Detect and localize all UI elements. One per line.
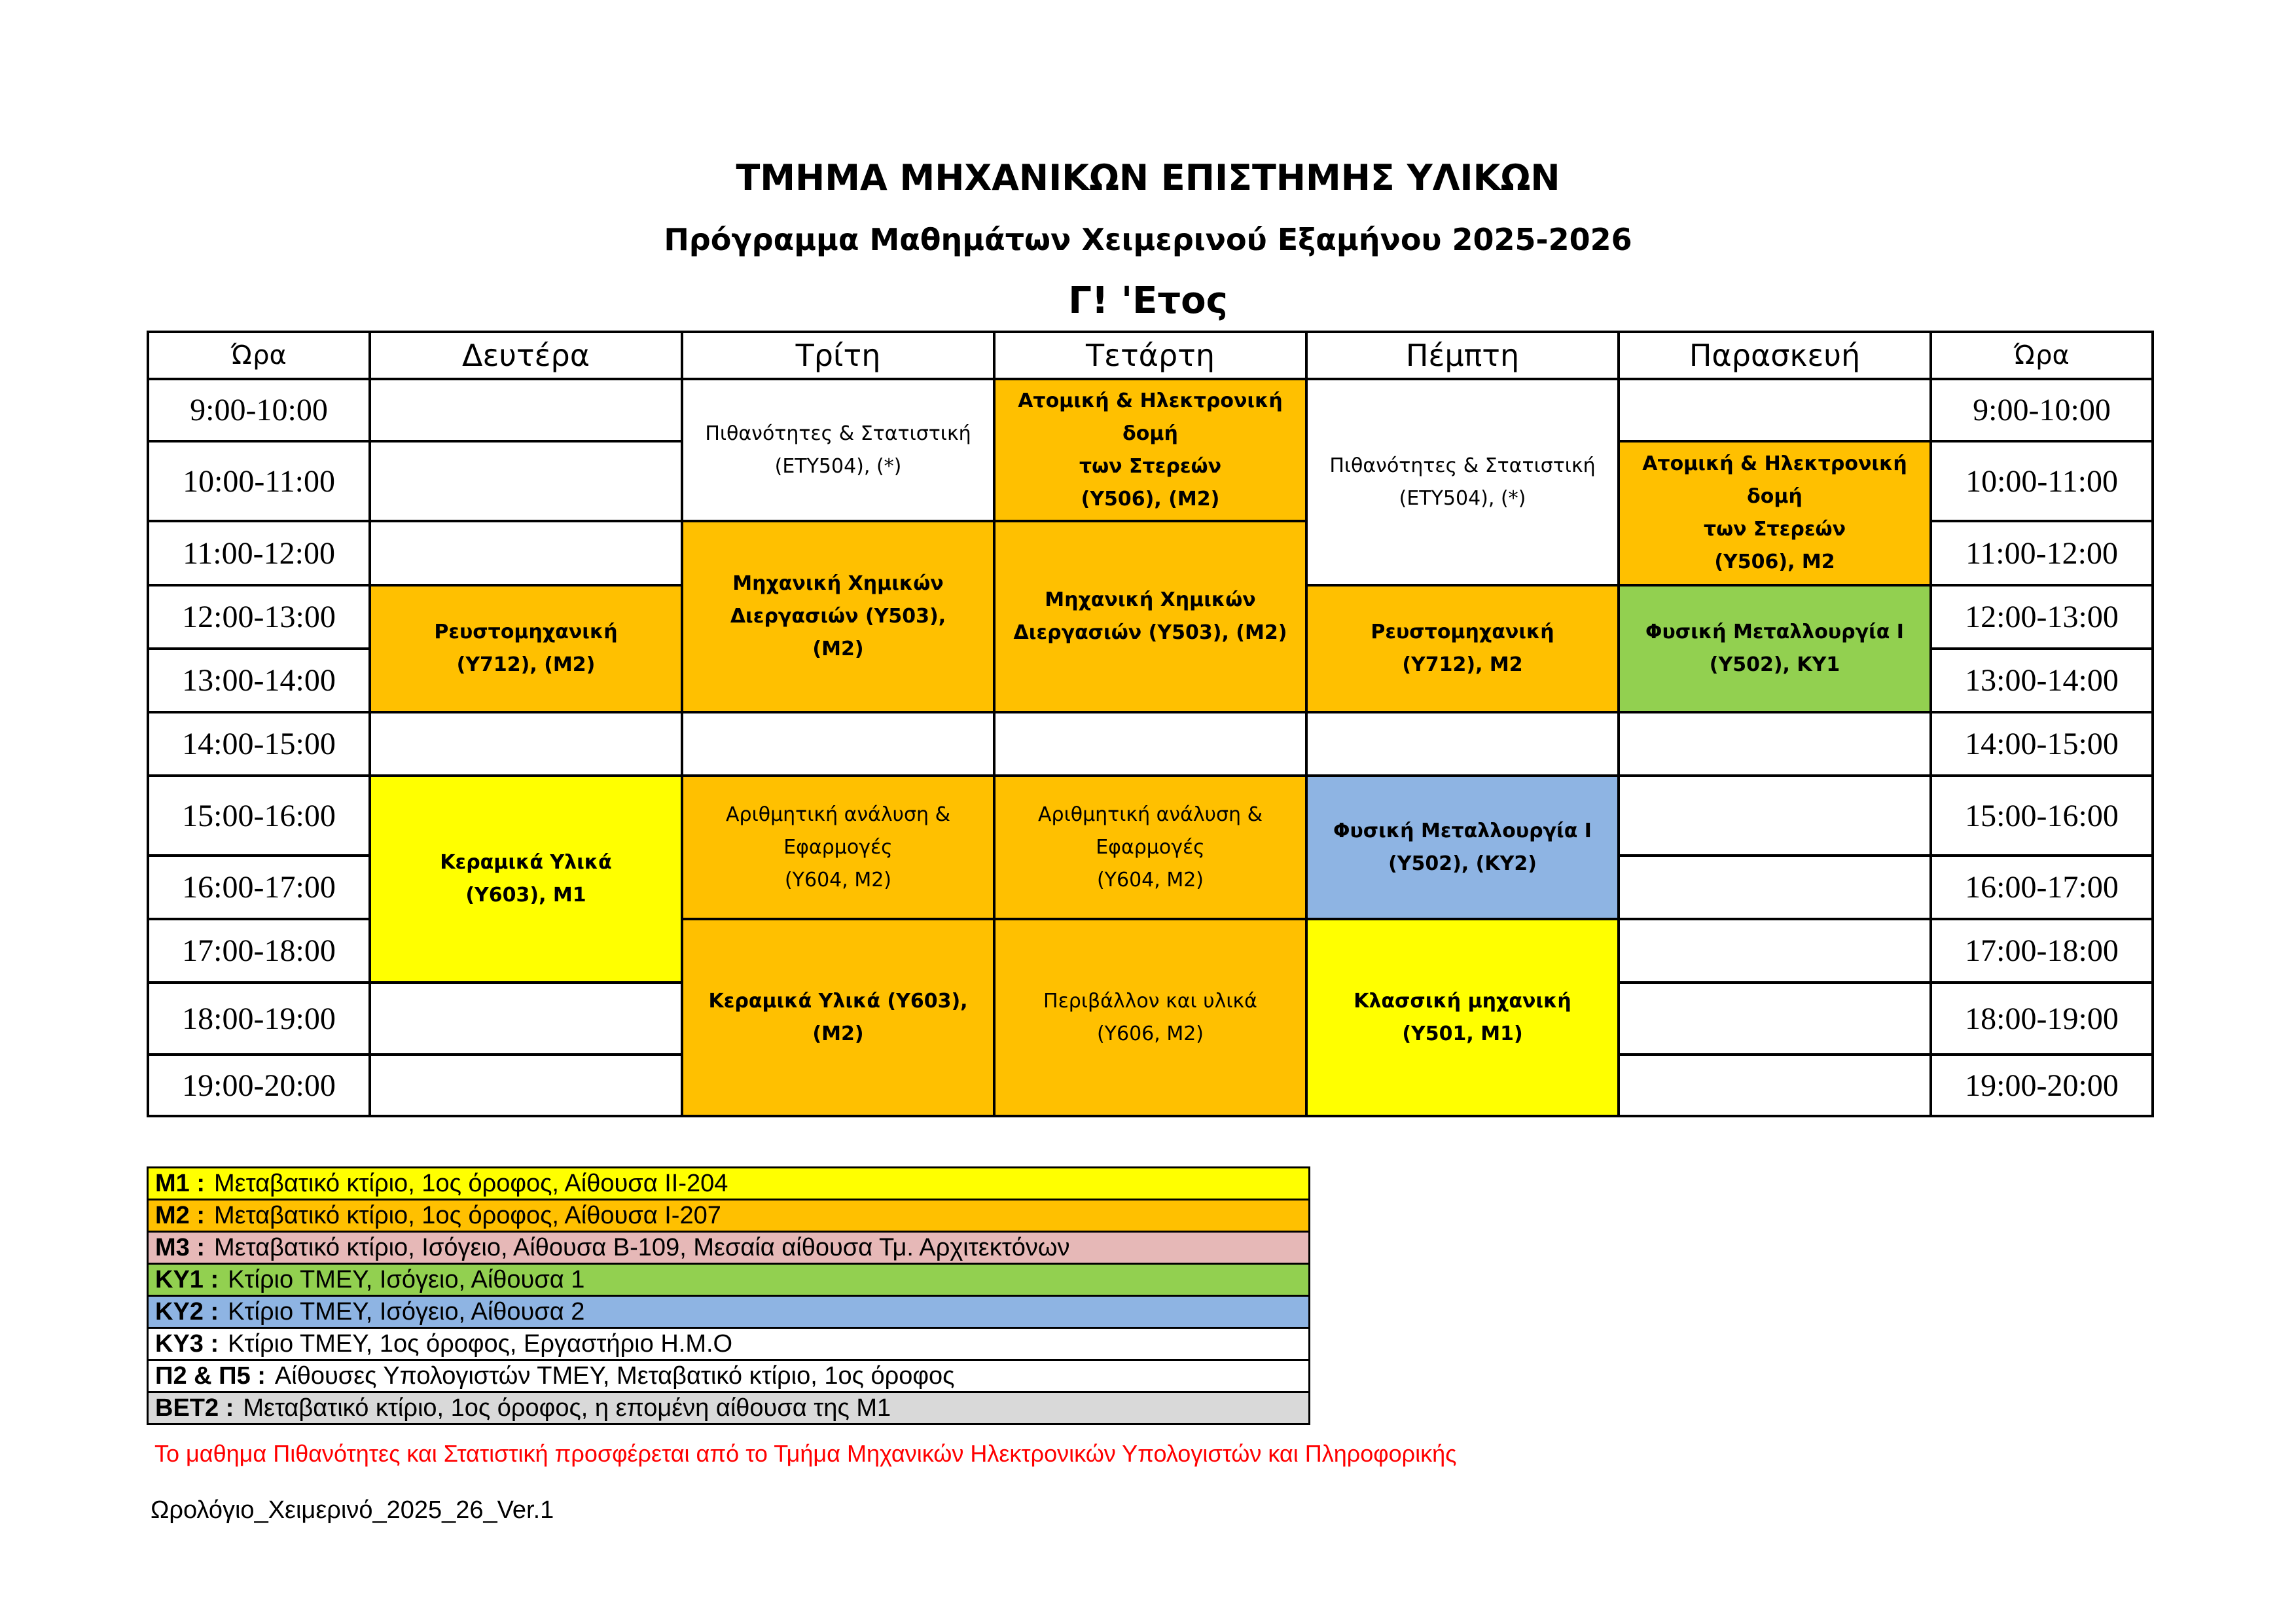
time-right: 18:00-19:00 <box>1931 983 2153 1055</box>
class-thu-physical-metallurgy <box>1306 776 1619 919</box>
legend-m3 <box>148 1232 1310 1264</box>
legend-text: Κτίριο ΤΜΕΥ, 1ος όροφος, Εργαστήριο Η.Μ.Ο <box>228 1330 733 1358</box>
time-left: 9:00-10:00 <box>148 379 370 441</box>
legend-code: Μ3 : <box>155 1234 205 1261</box>
time-right: 10:00-11:00 <box>1931 441 2153 521</box>
class-mon-ceramics <box>370 776 682 983</box>
time-right: 17:00-18:00 <box>1931 919 2153 983</box>
empty-cell <box>1619 379 1931 441</box>
legend-row <box>148 1392 1310 1424</box>
room-legend <box>147 1166 1310 1425</box>
header-monday: Δευτέρα <box>370 332 682 379</box>
legend-row <box>148 1232 1310 1264</box>
legend-text: Μεταβατικό κτίριο, 1ος όροφος, η επομένη αίθουσα της Μ1 <box>243 1394 891 1422</box>
class-title-2: Εφαρμογές <box>1096 835 1205 859</box>
class-title: Φυσική Μεταλλουργία Ι <box>1333 819 1592 842</box>
time-right: 14:00-15:00 <box>1931 712 2153 776</box>
class-code: (Υ506), (Μ2) <box>1081 487 1220 511</box>
class-code: (Υ712), Μ2 <box>1402 653 1523 676</box>
time-left: 18:00-19:00 <box>148 983 370 1055</box>
legend-ky3 <box>148 1328 1310 1360</box>
legend-text: Μεταβατικό κτίριο, 1ος όροφος, Αίθουσα ΙΙ-204 <box>214 1170 728 1197</box>
header-friday: Παρασκευή <box>1619 332 1931 379</box>
legend-row <box>148 1200 1310 1232</box>
class-code: (Υ501, Μ1) <box>1402 1022 1523 1045</box>
class-title-2: Διεργασιών (Υ503), (Μ2) <box>1013 621 1287 644</box>
class-title: Κεραμικά Υλικά <box>440 851 612 874</box>
class-title: Κλασσική μηχανική <box>1354 989 1571 1013</box>
class-tue-chemical-processes <box>682 521 994 712</box>
legend-code: Μ1 : <box>155 1170 205 1197</box>
time-left: 14:00-15:00 <box>148 712 370 776</box>
class-title-2: Εφαρμογές <box>783 835 893 859</box>
class-title: Ρευστομηχανική <box>434 621 618 643</box>
class-thu-classical-mechanics <box>1306 919 1619 1116</box>
class-title: Μηχανική Χημικών <box>732 572 944 595</box>
class-wed-environment-materials <box>994 919 1306 1116</box>
legend-row <box>148 1328 1310 1360</box>
legend-row <box>148 1360 1310 1392</box>
class-title-2: των Στερεών <box>1079 454 1222 478</box>
empty-cell <box>370 1055 682 1116</box>
class-mon-fluid-mechanics <box>370 585 682 712</box>
legend-code: ΚΥ3 : <box>155 1330 219 1358</box>
header-tuesday: Τρίτη <box>682 332 994 379</box>
class-code: (Υ502), (ΚΥ2) <box>1388 852 1537 875</box>
legend-text: Μεταβατικό κτίριο, 1ος όροφος, Αίθουσα Ι-207 <box>214 1202 721 1229</box>
row-0900 <box>148 379 2153 441</box>
time-right: 15:00-16:00 <box>1931 776 2153 856</box>
header-time-left: Ώρα <box>148 332 370 379</box>
class-code: (ΕΤΥ504), (*) <box>774 454 902 478</box>
legend-text: Αίθουσες Υπολογιστών ΤΜΕΥ, Μεταβατικό κτίριο, 1ος όροφος <box>274 1362 955 1390</box>
department-title: ΤΜΗΜΑ ΜΗΧΑΝΙΚΩΝ ΕΠΙΣΤΗΜΗΣ ΥΛΙΚΩΝ <box>736 157 1560 198</box>
class-title-2: των Στερεών <box>1703 518 1846 541</box>
legend-row <box>148 1168 1310 1200</box>
class-title: Μηχανική Χημικών <box>1045 588 1256 611</box>
empty-cell <box>1619 776 1931 856</box>
class-code: (Υ506), Μ2 <box>1714 550 1835 573</box>
class-thu-probability <box>1306 379 1619 585</box>
legend-code: Μ2 : <box>155 1202 205 1229</box>
time-right: 16:00-17:00 <box>1931 856 2153 919</box>
legend-bet2 <box>148 1392 1310 1424</box>
class-title: Πιθανότητες & Στατιστική <box>705 422 971 445</box>
class-code: (Υ712), (Μ2) <box>456 653 596 676</box>
empty-cell <box>370 521 682 585</box>
legend-code: Π2 & Π5 : <box>155 1362 266 1390</box>
empty-cell <box>370 441 682 521</box>
empty-cell <box>682 712 994 776</box>
class-code: (Υ604, Μ2) <box>784 868 892 892</box>
empty-cell <box>1306 712 1619 776</box>
class-tue-probability <box>682 379 994 521</box>
empty-cell <box>1619 983 1931 1055</box>
class-code: (ΕΤΥ504), (*) <box>1399 486 1526 510</box>
time-left: 16:00-17:00 <box>148 856 370 919</box>
class-code: (Μ2) <box>812 638 864 660</box>
time-left: 15:00-16:00 <box>148 776 370 856</box>
empty-cell <box>1619 856 1931 919</box>
empty-cell <box>370 712 682 776</box>
time-right: 9:00-10:00 <box>1931 379 2153 441</box>
empty-cell <box>994 712 1306 776</box>
time-right: 11:00-12:00 <box>1931 521 2153 585</box>
row-1500 <box>148 776 2153 856</box>
time-right: 12:00-13:00 <box>1931 585 2153 649</box>
legend-code: ΚΥ1 : <box>155 1266 219 1293</box>
legend-p2-p5 <box>148 1360 1310 1392</box>
time-right: 19:00-20:00 <box>1931 1055 2153 1116</box>
legend-row <box>148 1296 1310 1328</box>
legend-text: Κτίριο ΤΜΕΥ, Ισόγειο, Αίθουσα 1 <box>228 1266 585 1293</box>
legend-code: ΚΥ2 : <box>155 1298 219 1326</box>
class-title: Ατομική & Ηλεκτρονική δομή <box>1018 389 1283 445</box>
legend-ky1 <box>148 1264 1310 1296</box>
time-left: 13:00-14:00 <box>148 649 370 712</box>
header-row <box>148 332 2153 379</box>
time-left: 11:00-12:00 <box>148 521 370 585</box>
class-thu-fluid-mechanics <box>1306 585 1619 712</box>
header-time-right: Ώρα <box>1931 332 2153 379</box>
class-title: Περιβάλλον και υλικά <box>1043 989 1257 1013</box>
legend-text: Μεταβατικό κτίριο, Ισόγειο, Αίθουσα Β-109, Μεσαία αίθουσα Τμ. Αρχιτεκτόνων <box>214 1234 1070 1261</box>
class-wed-numerical-analysis <box>994 776 1306 919</box>
empty-cell <box>1619 1055 1931 1116</box>
class-title-2: Διεργασιών (Υ503), <box>730 605 946 628</box>
legend-text: Κτίριο ΤΜΕΥ, Ισόγειο, Αίθουσα 2 <box>228 1298 585 1326</box>
class-title: Κεραμικά Υλικά (Υ603), <box>708 989 968 1013</box>
class-title: Ατομική & Ηλεκτρονική δομή <box>1642 452 1907 508</box>
legend-code: ΒΕΤ2 : <box>155 1394 234 1422</box>
time-left: 17:00-18:00 <box>148 919 370 983</box>
class-tue-numerical-analysis <box>682 776 994 919</box>
time-left: 12:00-13:00 <box>148 585 370 649</box>
timetable <box>147 331 2154 1117</box>
empty-cell <box>1619 919 1931 983</box>
class-code: (Υ606, Μ2) <box>1096 1022 1204 1045</box>
class-wed-chemical-processes <box>994 521 1306 712</box>
class-title: Αριθμητική ανάλυση & <box>726 803 950 826</box>
legend-row <box>148 1264 1310 1296</box>
time-left: 10:00-11:00 <box>148 441 370 521</box>
class-title: Πιθανότητες & Στατιστική <box>1329 454 1596 477</box>
class-wed-atomic-structure <box>994 379 1306 521</box>
class-title: Αριθμητική ανάλυση & <box>1038 803 1263 826</box>
empty-cell <box>1619 712 1931 776</box>
class-fri-atomic-structure <box>1619 441 1931 585</box>
row-1400 <box>148 712 2153 776</box>
program-title: Πρόγραμμα Μαθημάτων Χειμερινού Εξαμήνου 2025-2026 <box>664 222 1632 257</box>
version-label: Ωρολόγιο_Χειμερινό_2025_26_Ver.1 <box>151 1496 554 1524</box>
year-title: Γ! 'Ετος <box>1068 280 1228 322</box>
legend-m2 <box>148 1200 1310 1232</box>
header-thursday: Πέμπτη <box>1306 332 1619 379</box>
empty-cell <box>370 379 682 441</box>
footnote: Το μαθημα Πιθανότητες και Στατιστική προσφέρεται από το Τμήμα Μηχανικών Ηλεκτρονικών Υπολογιστών και Πληροφορικής <box>154 1440 1457 1467</box>
class-code: (Υ502), ΚΥ1 <box>1709 653 1840 676</box>
legend-m1 <box>148 1168 1310 1200</box>
time-left: 19:00-20:00 <box>148 1055 370 1116</box>
class-code: (Μ2) <box>812 1022 864 1045</box>
class-title: Φυσική Μεταλλουργία Ι <box>1645 621 1904 643</box>
class-code: (Υ604, Μ2) <box>1096 868 1204 892</box>
empty-cell <box>370 983 682 1055</box>
class-title: Ρευστομηχανική <box>1371 621 1554 643</box>
class-code: (Υ603), Μ1 <box>465 884 586 907</box>
time-right: 13:00-14:00 <box>1931 649 2153 712</box>
legend-ky2 <box>148 1296 1310 1328</box>
class-tue-ceramics <box>682 919 994 1116</box>
header-wednesday: Τετάρτη <box>994 332 1306 379</box>
class-fri-physical-metallurgy <box>1619 585 1931 712</box>
